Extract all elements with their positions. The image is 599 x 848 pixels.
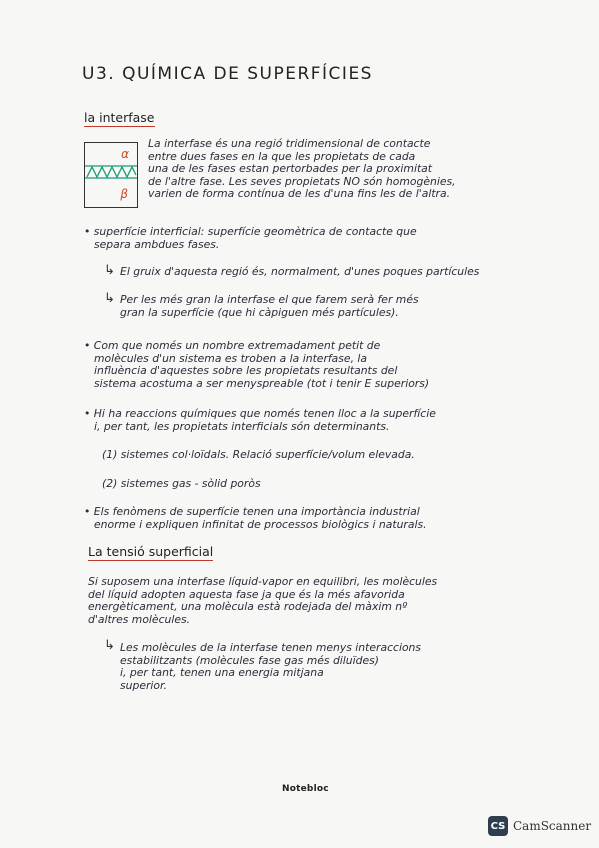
sub-interfase-gran: Per les més gran la interfase el que farem serà fer més gran la superfície (que hi càpiguen més partícules). [120,293,419,319]
bullet-reaccions: • Hi ha reaccions químiques que només tenen lloc a la superfície i, per tant, les propietats interficials són determinants. [84,407,436,433]
page-title: U3. QUÍMICA DE SUPERFÍCIES [82,64,373,84]
bullet-fenomens: • Els fenòmens de superfície tenen una importància industrial enorme i expliquen infinitat de processos biològics i naturals. [84,505,427,531]
sub-interaccions: Les molècules de la interfase tenen menys interaccions estabilitzants (molècules fase gas més diluïdes) i, per tant, tenen una energia mitjana superior. [120,641,422,692]
section-heading-interfase: la interfase [84,110,155,125]
tensio-intro: Si suposem una interfase líquid-vapor en equilibri, les molècules del líquid adopten aquesta fase ja que és la més afavorida energèticament, una molècula està rodejada del màxim nº d'altres molècules. [88,575,438,626]
bullet-molecules: • Com que només un nombre extremadament petit de molècules d'un sistema es troben a la interfase, la influència d'aquestes sobre les propietats resultants del sistema acostuma a ser menyspreable (tot i tenir E superiors) [84,339,430,390]
camscanner-logo-icon: CS [488,816,508,836]
bullet-superficie-interficial: • superfície interficial: superfície geomètrica de contacte que separa ambdues fases. [84,225,417,251]
arrow-icon: ↳ [104,291,115,306]
sub-gruix: El gruix d'aquesta regió és, normalment, d'unes poques partícules [120,265,480,278]
notebloc-logo: Notebloc [282,784,329,794]
interface-diagram [84,142,138,208]
camscanner-watermark [488,816,591,836]
item-gas-solid: (2) sistemes gas - sòlid poròs [102,477,261,490]
beta-label: β [120,187,128,201]
arrow-icon: ↳ [104,263,115,278]
interface-wave-icon [85,163,137,181]
alpha-label: α [121,147,129,161]
section-heading-tensio: La tensió superficial [88,544,214,559]
camscanner-name: CamScanner [513,819,592,833]
arrow-icon: ↳ [104,638,115,653]
interfase-definition: La interfase és una regió tridimensional de contacte entre dues fases en la que les propietats de cada una de les fases estan pertorbades per la proximitat de l'altre fase. Les seves propietats NO són homogènies, varien de forma contínua de les d'una fins les de l'altra. [148,137,456,201]
item-colloidals: (1) sistemes col·loïdals. Relació superfície/volum elevada. [102,448,415,461]
